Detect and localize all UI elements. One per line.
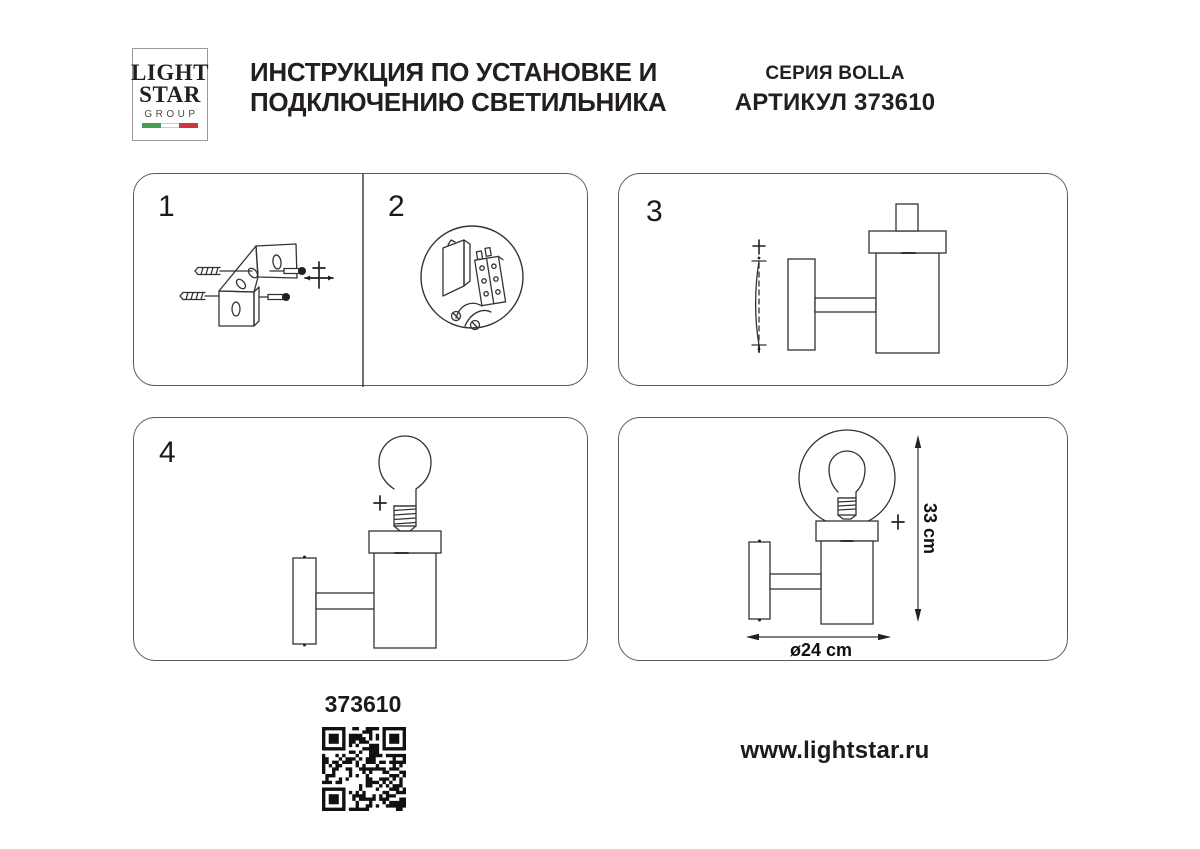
product-info [705,63,965,117]
bulb-installation-diagram [134,418,589,662]
logo-word-group: GROUP [144,109,199,120]
qr-code-icon [322,727,406,811]
footer-article-number: 373610 [324,691,402,717]
website-link: www.lightstar.ru [740,737,930,764]
panel-step-4 [133,417,588,661]
step-1-number: 1 [158,190,175,223]
flag-green [142,123,161,128]
wall-bracket-anchors-diagram [134,174,589,387]
logo-word-star: STAR [139,82,201,107]
article-label: АРТИКУЛ 373610 [734,89,936,116]
step-4-number: 4 [159,436,176,469]
page-title [250,57,670,117]
lightstar-logo [132,48,208,141]
title-line-1: ИНСТРУКЦИЯ ПО УСТАНОВКЕ И [250,57,657,87]
panel-steps-1-2 [133,173,588,386]
diameter-dimension-label: ø24 cm [789,640,853,660]
height-dimension-label: 33 cm [920,503,940,555]
flag-white [161,123,180,128]
italian-flag-icon [142,123,198,128]
step-3-number: 3 [646,195,663,228]
panel-final-dimensions [618,417,1068,661]
series-label: СЕРИЯ BOLLA [765,63,905,84]
assembled-lamp-dimensions-diagram [619,418,1069,662]
title-line-2: ПОДКЛЮЧЕНИЮ СВЕТИЛЬНИКА [250,87,667,117]
panel-step-3 [618,173,1068,386]
step-2-number: 2 [388,190,405,223]
flag-red [179,123,198,128]
lamp-mounting-diagram [619,174,1069,387]
logo-word-light: LIGHT [131,60,209,85]
